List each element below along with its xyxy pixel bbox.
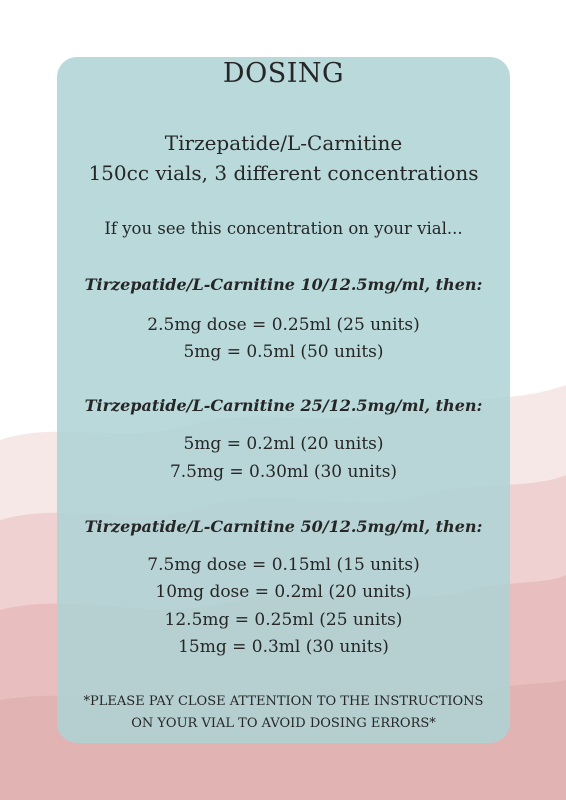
warning-note-line-2: ON YOUR VIAL TO AVOID DOSING ERRORS* — [131, 716, 436, 731]
page-title: DOSING — [222, 58, 345, 89]
concentration-heading-10: Tirzepatide/L-Carnitine 10/12.5mg/ml, then: — [84, 275, 483, 294]
dose-line: 15mg = 0.3ml (30 units) — [178, 637, 389, 657]
dose-line: 7.5mg dose = 0.15ml (15 units) — [147, 555, 420, 575]
dose-line: 2.5mg dose = 0.25ml (25 units) — [147, 315, 420, 335]
concentration-heading-25: Tirzepatide/L-Carnitine 25/12.5mg/ml, then: — [84, 396, 483, 415]
dosing-card — [57, 57, 510, 743]
dose-line: 10mg dose = 0.2ml (20 units) — [155, 582, 412, 602]
intro-text: If you see this concentration on your vial... — [104, 219, 463, 238]
dose-line: 7.5mg = 0.30ml (30 units) — [169, 462, 398, 482]
concentration-heading-50: Tirzepatide/L-Carnitine 50/12.5mg/ml, then: — [84, 517, 483, 536]
dose-line: 5mg = 0.2ml (20 units) — [183, 434, 384, 454]
dose-line: 5mg = 0.5ml (50 units) — [183, 342, 384, 362]
warning-note-line-1: *PLEASE PAY CLOSE ATTENTION TO THE INSTRUCTIONS — [83, 694, 484, 709]
dose-line: 12.5mg = 0.25ml (25 units) — [164, 610, 403, 630]
subtitle-line-1: Tirzepatide/L-Carnitine — [164, 131, 403, 155]
subtitle-line-2: 150cc vials, 3 different concentrations — [88, 161, 479, 185]
